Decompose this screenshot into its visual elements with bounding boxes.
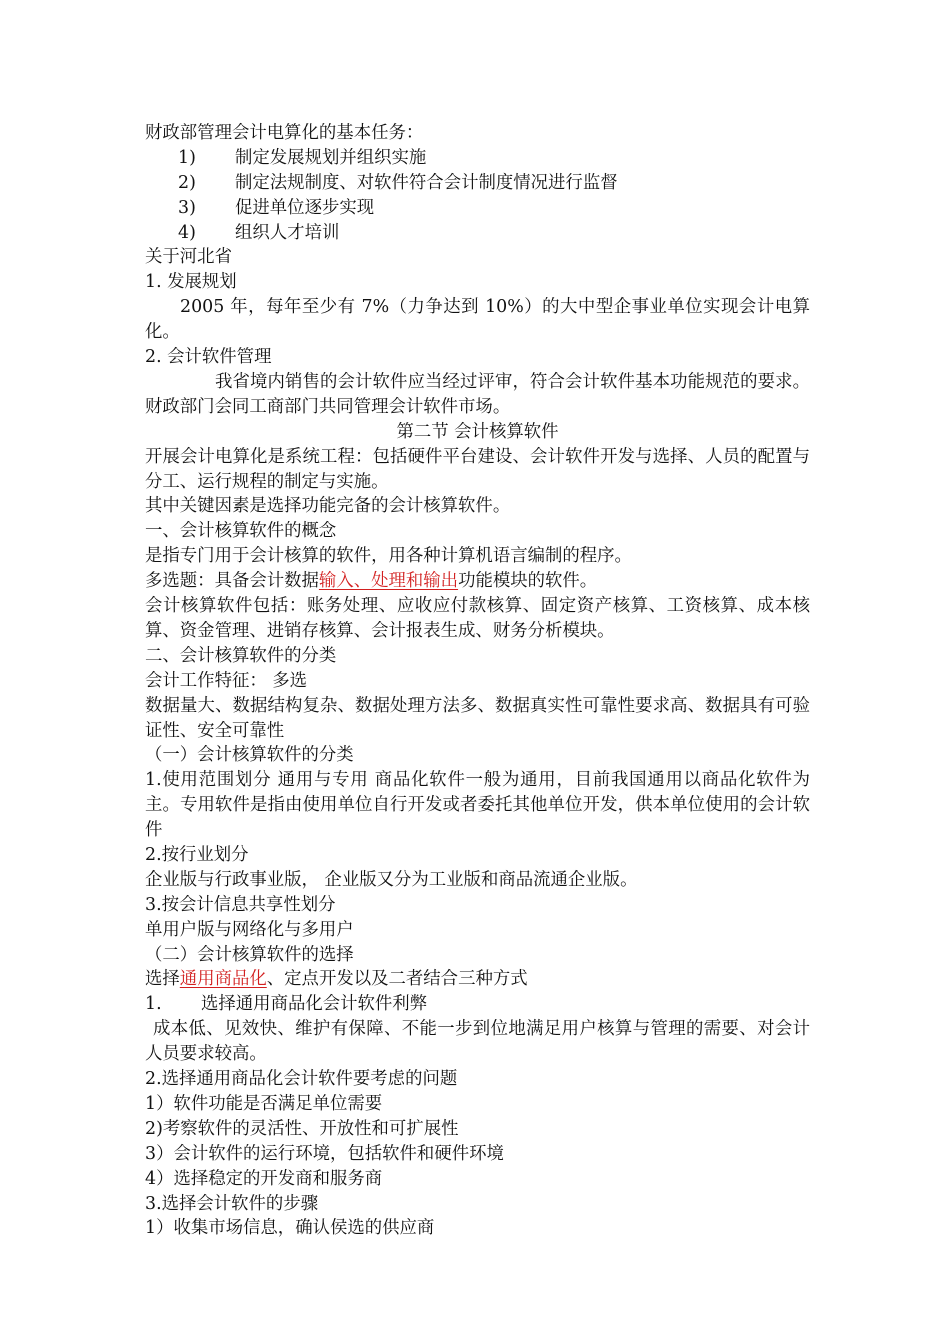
paragraph: 我省境内销售的会计软件应当经过评审，符合会计软件基本功能规范的要求。财政部门会同工商部门共同管理会计软件市场。 (145, 371, 810, 417)
paragraph: 成本低、见效快、维护有保障、不能一步到位地满足用户核算与管理的需要、对会计人员要求较高。 (145, 1019, 810, 1065)
paragraph: 会计工作特征： 多选 (145, 670, 308, 691)
subsection-title: 3.按会计信息共享性划分 (145, 894, 336, 915)
section-title: 关于河北省 (145, 247, 232, 268)
paragraph: 1.使用范围划分 通用与专用 商品化软件一般为通用，目前我国通用以商品化软件为主。专用软件是指由使用单位自行开发或者委托其他单位开发，供本单位使用的会计软件 (145, 770, 810, 841)
section-title: 二、会计核算软件的分类 (145, 645, 337, 666)
paragraph: 2005 年，每年至少有 7%（力争达到 10%）的大中型企事业单位实现会计电算化。 (145, 297, 810, 343)
item-text: 制定法规制度、对软件符合会计制度情况进行监督 (235, 172, 618, 193)
paragraph: 数据量大、数据结构复杂、数据处理方法多、数据真实性可靠性要求高、数据具有可验证性、安全可靠性 (145, 695, 810, 741)
task-item (145, 171, 810, 196)
list-item: 2)考察软件的灵活性、开放性和可扩展性 (145, 1118, 459, 1139)
list-item: 3）会计软件的运行环境，包括软件和硬件环境 (145, 1143, 504, 1164)
item-number: 1. (145, 994, 162, 1015)
item-text: 组织人才培训 (235, 222, 340, 243)
paragraph: 是指专门用于会计核算的软件，用各种计算机语言编制的程序。 (145, 546, 632, 567)
list-item: 1）软件功能是否满足单位需要 (145, 1093, 383, 1114)
text: 、定点开发以及二者结合三种方式 (266, 969, 528, 990)
section-title: 一、会计核算软件的概念 (145, 521, 337, 542)
text: 多选题：具备会计数据 (145, 571, 319, 592)
paragraph: 会计核算软件包括：账务处理、应收应付款核算、固定资产核算、工资核算、成本核算、资金管理、进销存核算、会计报表生成、财务分析模块。 (145, 596, 810, 641)
subsection-title: （二）会计核算软件的选择 (145, 944, 354, 965)
subsection-title: 2.选择通用商品化会计软件要考虑的问题 (145, 1069, 458, 1090)
subsection-title: （一）会计核算软件的分类 (145, 745, 354, 766)
paragraph: 单用户版与网络化与多用户 (145, 919, 354, 940)
text: 选择 (145, 969, 180, 990)
highlighted-text: 通用商品化 (179, 969, 267, 990)
item-number: 3) (178, 197, 196, 218)
item-text: 选择通用商品化会计软件利弊 (201, 994, 428, 1015)
paragraph: 其中关键因素是选择功能完备的会计核算软件。 (145, 496, 511, 517)
document-page (145, 121, 810, 1241)
paragraph (145, 569, 810, 594)
list-item: 1）收集市场信息，确认侯选的供应商 (145, 1218, 435, 1239)
item-text: 制定发展规划并组织实施 (235, 147, 427, 168)
paragraph: 开展会计电算化是系统工程：包括硬件平台建设、会计软件开发与选择、人员的配置与分工、运行规程的制定与实施。 (145, 446, 810, 492)
chapter-heading: 第二节 会计核算软件 (396, 421, 559, 442)
highlighted-text: 输入、处理和输出 (318, 571, 459, 592)
subsection-title: 2. 会计软件管理 (145, 347, 272, 368)
item-number: 4) (178, 222, 196, 243)
task-item (145, 146, 810, 171)
subsection-title: 2.按行业划分 (145, 845, 249, 866)
item-number: 1) (178, 147, 196, 168)
paragraph (145, 967, 810, 992)
paragraph: 企业版与行政事业版， 企业版又分为工业版和商品流通企业版。 (145, 869, 638, 890)
numbered-item (145, 992, 810, 1017)
list-item: 4）选择稳定的开发商和服务商 (145, 1168, 383, 1189)
task-heading: 财政部管理会计电算化的基本任务： (145, 123, 424, 143)
task-item (145, 221, 810, 246)
subsection-title: 3.选择会计软件的步骤 (145, 1193, 319, 1214)
text: 功能模块的软件。 (458, 571, 598, 592)
item-text: 促进单位逐步实现 (235, 197, 375, 218)
subsection-title: 1. 发展规划 (145, 272, 237, 293)
item-number: 2) (178, 172, 196, 193)
task-item (145, 196, 810, 221)
